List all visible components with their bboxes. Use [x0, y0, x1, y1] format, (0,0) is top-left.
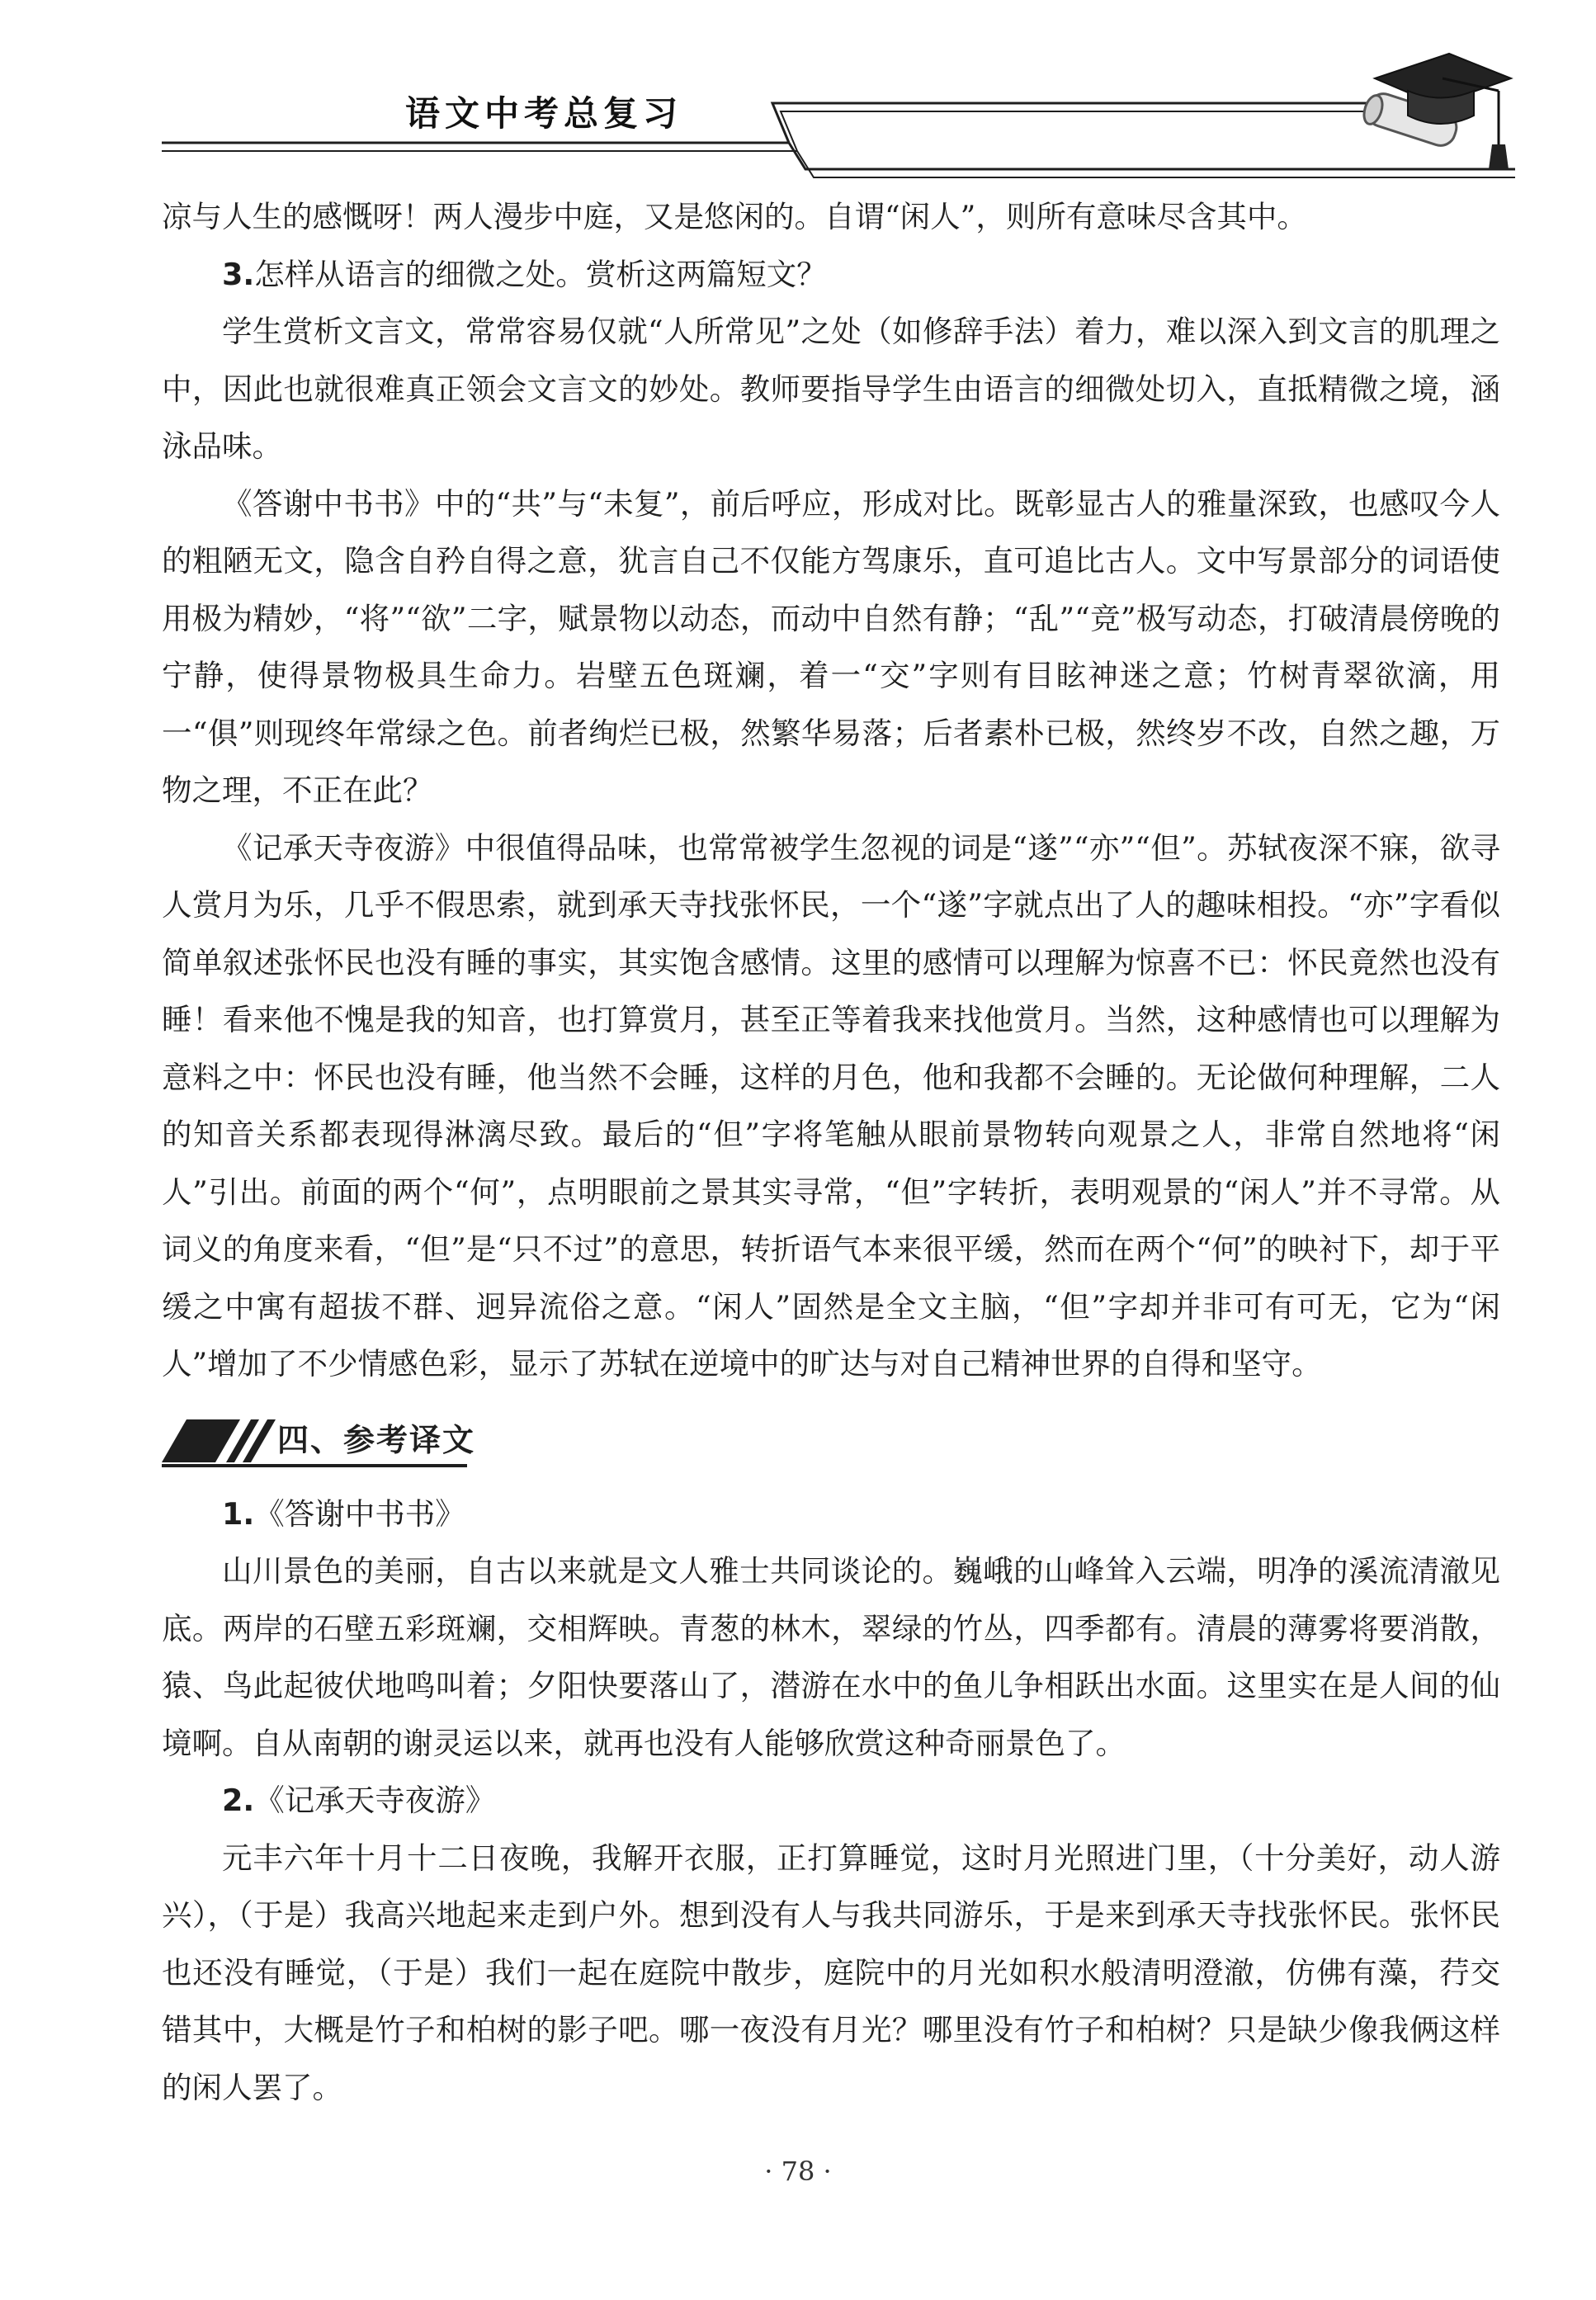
section-title: 四、参考译文: [277, 1420, 476, 1458]
body-paragraph: 《记承天寺夜游》中很值得品味，也常常被学生忽视的词是“遂”“亦”“但”。苏轼夜深不寐，欲寻人赏月为乐，几乎不假思索，就到承天寺找张怀民，一个“遂”字就点出了人的趣味相投。“亦”字看似简单叙述张怀民也没有睡的事实，其实饱含感情。这里的感情可以理解为惊喜不已：怀民竟然也没有睡！看来他不愧是我的知音，也打算赏月，甚至正等着我来找他赏月。当然，这种感情也可以理解为意料之中：怀民也没有睡，他当然不会睡，这样的月色，他和我都不会睡的。无论做何种理解，二人的知音关系都表现得淋漓尽致。最后的“但”字将笔触从眼前景物转向观景之人，非常自然地将“闲人”引出。前面的两个“何”，点明眼前之景其实寻常，“但”字转折，表明观景的“闲人”并不寻常。从词义的角度来看，“但”是“只不过”的意思，转折语气本来很平缓，然而在两个“何”的映衬下，却于平缓之中寓有超拔不群、迥异流俗之意。“闲人”固然是全文主脑，“但”字却并非可有可无，它为“闲人”增加了不少情感色彩，显示了苏轼在逆境中的旷达与对自己精神世界的自得和坚守。: [162, 829, 1500, 1381]
translation-2-text: 元丰六年十月十二日夜晚，我解开衣服，正打算睡觉，这时月光照进门里，（十分美好，动人游兴），（于是）我高兴地起来走到户外。想到没有人与我共同游乐，于是来到承天寺找张怀民。张怀民也还没有睡觉，（于是）我们一起在庭院中散步，庭院中的月光如积水般清明澄澈，仿佛有藻，荇交错其中，大概是竹子和柏树的影子吧。哪一夜没有月光？哪里没有竹子和柏树？只是缺少像我俩这样的闲人罢了。: [162, 1840, 1500, 2105]
document-body: [162, 188, 1500, 2116]
question-text: 怎样从语言的细微之处。赏析这两篇短文？: [254, 256, 827, 292]
header-title: 语文中考总复习: [405, 93, 683, 134]
item-title: 《记承天寺夜游》: [254, 1783, 496, 1818]
translation-2-heading: [162, 1772, 1500, 1830]
translation-1-heading: [162, 1485, 1500, 1543]
graduation-cap-icon: [1350, 45, 1515, 186]
question-number: 3.: [222, 256, 255, 292]
section-stripes-icon: [162, 1419, 277, 1462]
item-title: 《答谢中书书》: [254, 1495, 465, 1532]
body-paragraph: 《答谢中书书》中的“共”与“未复”，前后呼应，形成对比。既彰显古人的雅量深致，也感叹今人的粗陋无文，隐含自矜自得之意，犹言自己不仅能方驾康乐，直可追比古人。文中写景部分的词语使用极为精妙，“将”“欲”二字，赋景物以动态，而动中自然有静；“乱”“竞”极写动态，打破清晨傍晚的宁静，使得景物极具生命力。岩壁五色斑斓，着一“交”字则有目眩神迷之意；竹树青翠欲滴，用一“俱”则现终年常绿之色。前者绚烂已极，然繁华易落；后者素朴已极，然终岁不改，自然之趣，万物之理，不正在此？: [162, 485, 1500, 808]
body-paragraph: 学生赏析文言文，常常容易仅就“人所常见”之处（如修辞手法）着力，难以深入到文言的肌理之中，因此也就很难真正领会文言文的妙处。教师要指导学生由语言的细微处切入，直抵精微之境，涵泳品味。: [162, 314, 1500, 464]
header-rule-lines: [162, 78, 1515, 186]
item-number: 2.: [222, 1783, 255, 1818]
section-underline: [162, 1464, 467, 1467]
running-header: [162, 78, 1515, 186]
question-3-heading: [162, 246, 1500, 304]
continuation-paragraph: 凉与人生的感慨呀！两人漫步中庭，又是悠闲的。自谓“闲人”，则所有意味尽含其中。: [162, 199, 1307, 234]
translation-1-text: 山川景色的美丽，自古以来就是文人雅士共同谈论的。巍峨的山峰耸入云端，明净的溪流清澈见底。两岸的石壁五彩斑斓，交相辉映。青葱的林木，翠绿的竹丛，四季都有。清晨的薄雾将要消散，猿、鸟此起彼伏地鸣叫着；夕阳快要落山了，潜游在水中的鱼儿争相跃出水面。这里实在是人间的仙境啊。自从南朝的谢灵运以来，就再也没有人能够欣赏这种奇丽景色了。: [162, 1553, 1500, 1761]
section-4-heading: [162, 1405, 1500, 1481]
page-number: · 78 ·: [764, 2156, 832, 2187]
item-number: 1.: [222, 1495, 255, 1532]
